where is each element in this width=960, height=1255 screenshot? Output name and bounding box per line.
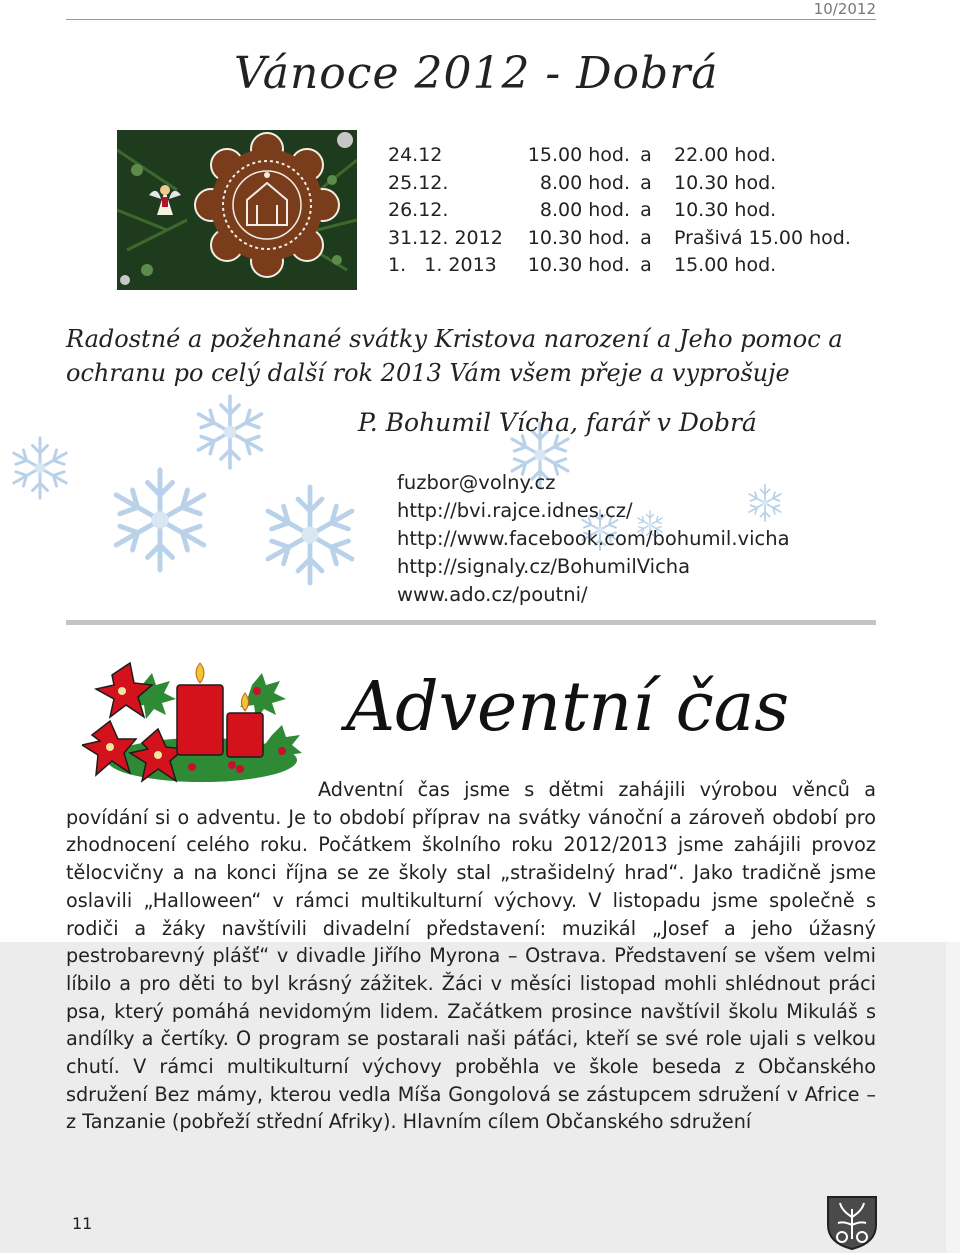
- schedule-row: 24.12 15.00 hod. a 22.00 hod.: [388, 144, 777, 166]
- schedule-row: 26.12. 8.00 hod. a 10.30 hod.: [388, 199, 777, 221]
- advent-wreath-illustration: [82, 655, 308, 787]
- contact-list: [397, 469, 790, 609]
- schedule-row: 1. 1. 2013 10.30 hod. a 15.00 hod.: [388, 254, 777, 276]
- section-divider: [66, 620, 876, 625]
- right-edge-strip: [946, 942, 960, 1253]
- contact-link[interactable]: http://signaly.cz/BohumilVicha: [397, 555, 691, 578]
- section-title: Adventní čas: [346, 668, 790, 747]
- mass-schedule: [388, 142, 851, 280]
- contact-link[interactable]: http://www.facebook.com/bohumil.vicha: [397, 527, 790, 550]
- schedule-row: 25.12. 8.00 hod. a 10.30 hod.: [388, 171, 777, 194]
- page-number: 11: [72, 1214, 93, 1233]
- page-title: Vánoce 2012 - Dobrá: [234, 48, 719, 99]
- snowflake-icon: [0, 390, 400, 620]
- christmas-greeting: Radostné a požehnané svátky Kristova narození a Jeho pomoc a ochranu po celý další rok 2013 Vám všem přeje a vyprošuje: [66, 325, 843, 387]
- contact-link[interactable]: www.ado.cz/poutni/: [397, 583, 588, 606]
- schedule-row: 31.12. 2012 10.30 hod. a Prašivá 15.00 hod.: [388, 226, 851, 249]
- contact-link[interactable]: http://bvi.rajce.idnes.cz/: [397, 499, 633, 522]
- contact-email[interactable]: fuzbor@volny.cz: [397, 471, 556, 494]
- header-rule: [66, 19, 876, 20]
- coat-of-arms-icon: [826, 1195, 878, 1251]
- advent-article: [66, 776, 876, 1136]
- gingerbread-photo: [117, 130, 357, 290]
- article-text: Adventní čas jsme s dětmi zahájili výrobou věnců a povídání si o adventu. Je to období příprav na svátky vánoční a zároveň období pro zhodnocení celého roku. Počátkem školního roku 2012/2013 jsme zahájili provoz tělocvičny a na konci října se ze školy stal „strašidelný hrad“. Jako tradičně jsme oslavili „Halloween“ v rámci multikulturní výchovy. V listopadu jsme společně s rodiči a žáky navštívili divadelní představení: muzikál „Josef a jeho úžasný pestrobarevný plášť“ v divadle Jiřího Myrona – Ostrava. Představení se všem velmi líbilo a pro děti to byl krásný zážitek. Žáci v měsíci listopad mohli shlédnout práci psa, který pomáhá nevidomým lidem. Začátkem prosince navštívil školu Mikuláš s andílky a čertíky. O program se postarali naši páťáci, kteří se své role ujali s velkou chutí. V rámci multikulturní výchovy proběhla ve škole beseda z Občanského sdružení Bez mámy, kterou vedla Míša Gongolová se zástupcem sdružení v Africe – z Tanzanie (pobřeží střední Afriky). Hlavním cílem Občanského sdružení: [66, 778, 876, 1134]
- issue-number: 10/2012: [813, 0, 876, 18]
- signature: P. Bohumil Vícha, farář v Dobrá: [358, 408, 757, 437]
